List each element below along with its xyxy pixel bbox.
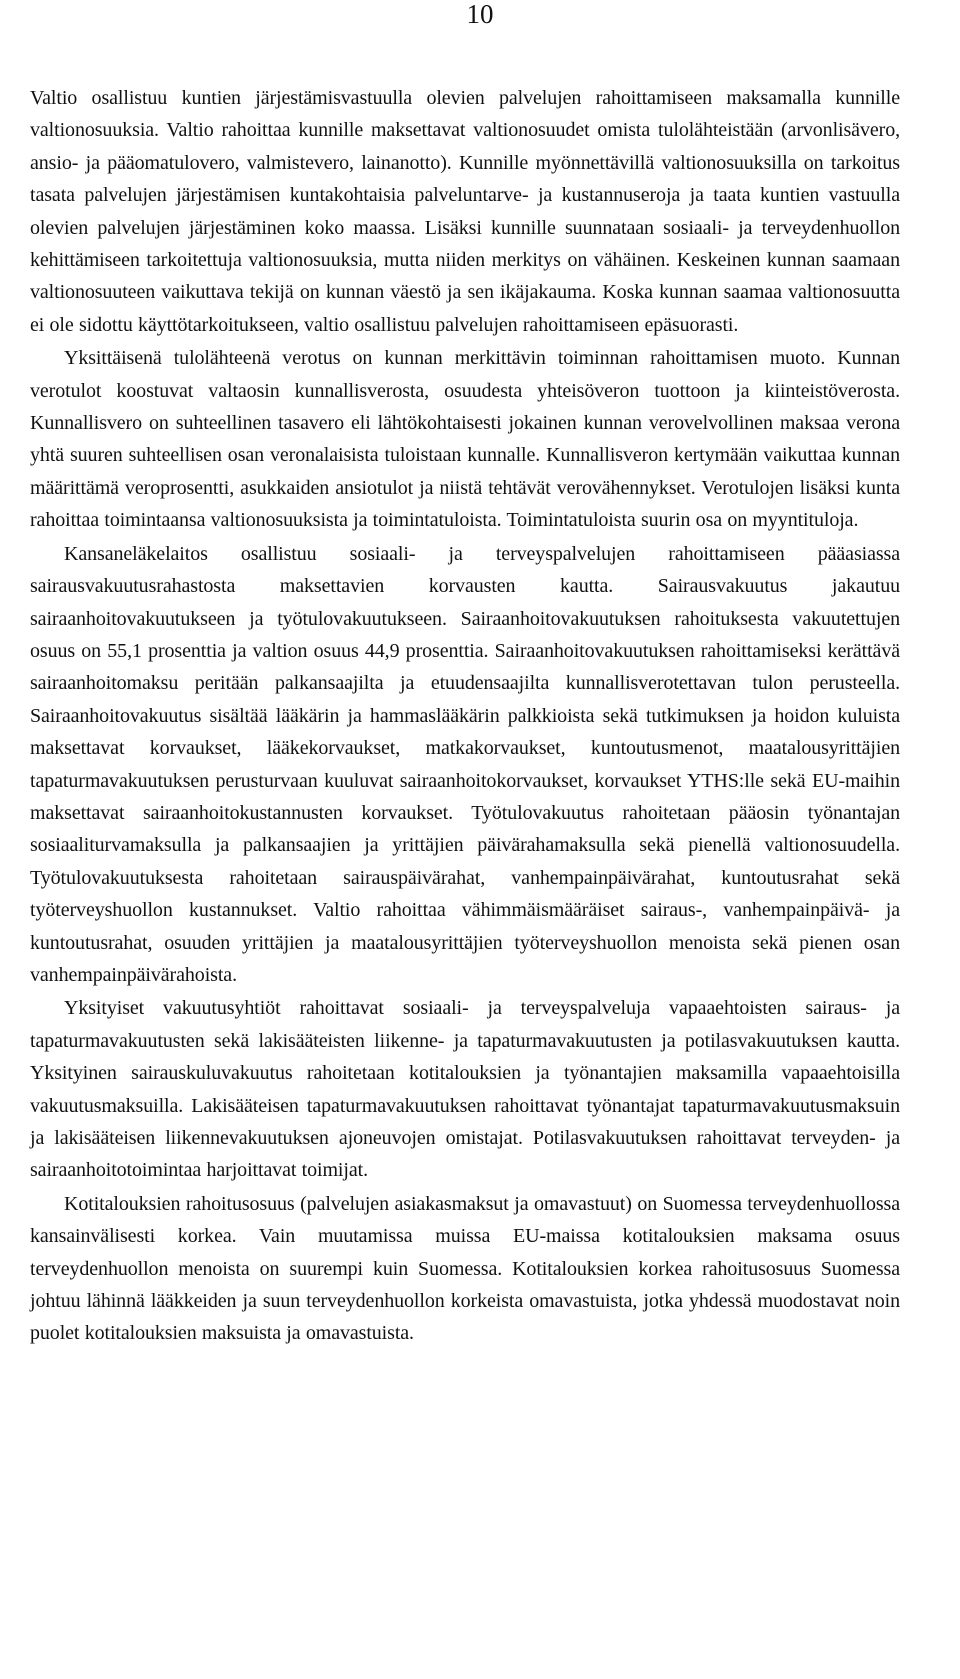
paragraph-kela-health-insurance: Kansaneläkelaitos osallistuu sosiaali- ja terveyspalvelujen rahoittamiseen pääasiassa sairausvakuutusrahastosta maksettavien korvausten kautta. Sairausvakuutus jakautuu sairaanhoitovakuutukseen ja työtulovakuutukseen. Sairaanhoitovakuutuksen rahoituksesta vakuutettujen osuus on 55,1 prosenttia ja valtion osuus 44,9 prosenttia. Sairaanhoitovakuutuksen rahoittamiseksi kerättävä sairaanhoitomaksu peritään palkansaajilta ja etuudensaajilta kunnallisverotettavan tulon perusteella. Sairaanhoitovakuutus sisältää lääkärin ja hammaslääkärin palkkioista sekä tutkimuksen ja hoidon kuluista maksettavat korvaukset, lääkekorvaukset, matkakorvaukset, kuntoutusmenot, maatalousyrittäjien tapaturmavakuutuksen perusturvaan kuuluvat sairaanhoitokorvaukset, korvaukset YTHS:lle sekä EU-maihin maksettavat sairaanhoitokustannusten korvaukset. Työtulovakuutus rahoitetaan pääosin työnantajan sosiaaliturvamaksulla ja palkansaajien ja yrittäjien päivärahamaksulla sekä pienellä valtionosuudella. Työtulovakuutuksesta rahoitetaan sairauspäivärahat, vanhempainpäivärahat, kuntoutusrahat sekä työterveyshuollon kustannukset. Valtio rahoittaa vähimmäismääräiset sairaus-, vanhempainpäivä- ja kuntoutusrahat, osuuden yrittäjien ja maatalousyrittäjien työterveyshuollon menoista sekä pienen osan vanhempainpäivärahoista. xyxy=(30,542,900,986)
document-body xyxy=(30,82,900,1351)
paragraph-private-insurance: Yksityiset vakuutusyhtiöt rahoittavat sosiaali- ja terveyspalveluja vapaaehtoisten sairaus- ja tapaturmavakuutusten sekä lakisääteisten liikenne- ja tapaturmavakuutusten ja potilasvakuutuksen kautta. Yksityinen sairauskuluvakuutus rahoitetaan kotitalouksien ja työnantajien maksamilla vapaaehtoisilla vakuutusmaksuilla. Lakisääteisen tapaturmavakuutuksen rahoittavat työnantajat tapaturmavakuutusmaksuin ja lakisääteisen liikennevakuutuksen ajoneuvojen omistajat. Potilasvakuutuksen rahoittavat terveyden- ja sairaanhoitotoimintaa harjoittavat toimijat. xyxy=(30,997,900,1182)
paragraph-state-funding: Valtio osallistuu kuntien järjestämisvastuulla olevien palvelujen rahoittamiseen maksamalla kunnille valtionosuuksia. Valtio rahoittaa kunnille maksettavat valtionosuudet omista tulolähteistään (arvonlisävero, ansio- ja pääomatulovero, valmistevero, lainanotto). Kunnille myönnettävillä valtionosuuksilla on tarkoitus tasata palvelujen järjestämisen kuntakohtaisia palveluntarve- ja kustannuseroja ja taata kuntien vastuulla olevien palvelujen järjestäminen koko maassa. Lisäksi kunnille suunnataan sosiaali- ja terveydenhuollon kehittämiseen tarkoitettuja valtionosuuksia, mutta niiden merkitys on vähäinen. Keskeinen kunnan saamaan valtionosuuteen vaikuttava tekijä on kunnan väestö ja sen ikäjakauma. Koska kunnan saamaa valtionosuutta ei ole sidottu käyttötarkoitukseen, valtio osallistuu palvelujen rahoittamiseen epäsuorasti. xyxy=(30,87,900,336)
paragraph-household-share: Kotitalouksien rahoitusosuus (palvelujen asiakasmaksut ja omavastuut) on Suomessa terveydenhuollossa kansainvälisesti korkea. Vain muutamissa muissa EU-maissa kotitalouksien maksama osuus terveydenhuollon menoista on suurempi kuin Suomessa. Kotitalouksien korkea rahoitusosuus Suomessa johtuu lähinnä lääkkeiden ja suun terveydenhuollon korkeista omavastuista, jotka yhdessä muodostavat noin puolet kotitalouksien maksuista ja omavastuista. xyxy=(30,1192,900,1345)
page-number: 10 xyxy=(466,0,494,29)
paragraph-municipal-taxation: Yksittäisenä tulolähteenä verotus on kunnan merkittävin toiminnan rahoittamisen muoto. Kunnan verotulot koostuvat valtaosin kunnallisverosta, osuudesta yhteisöveron tuottoon ja kiinteistöverosta. Kunnallisvero on suhteellinen tasavero eli lähtökohtaisesti jokainen kunnan verovelvollinen maksaa verona yhtä suuren suhteellisen osan veronalaisista tuloistaan kunnalle. Kunnallisveron kertymään vaikuttaa kunnan määrittämä veroprosentti, asukkaiden ansiotulot ja niistä tehtävät verovähennykset. Verotulojen lisäksi kunta rahoittaa toimintaansa valtionosuuksista ja toimintatuloista. Toimintatuloista suurin osa on myyntituloja. xyxy=(30,347,900,532)
